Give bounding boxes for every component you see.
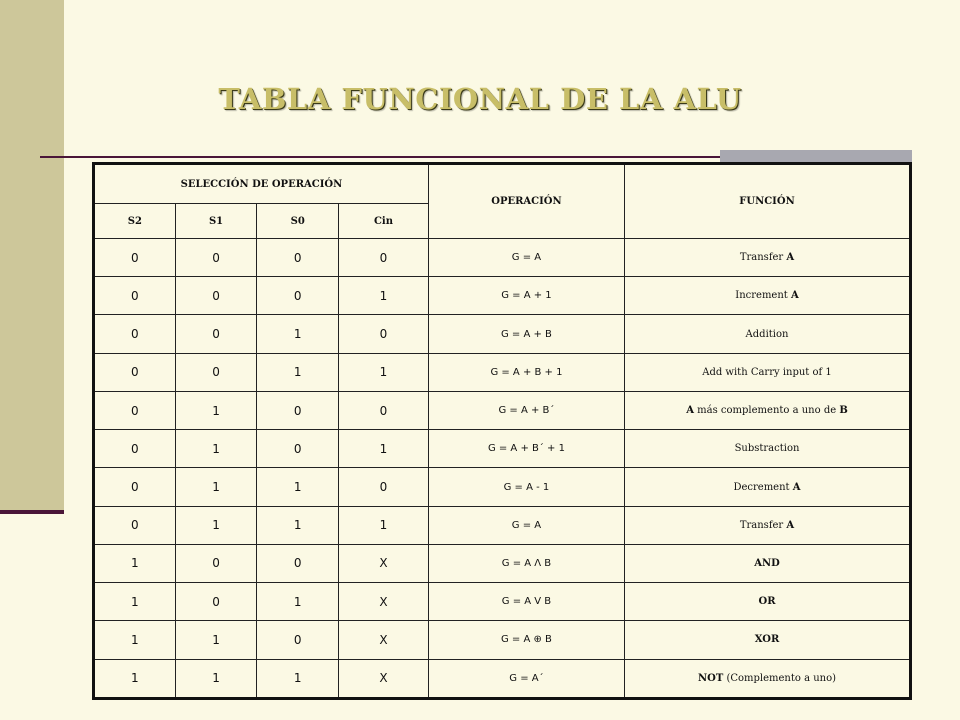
cell-s0: 1 [257, 468, 339, 506]
function-text-bold: A [790, 290, 799, 302]
cell-s0: 0 [257, 239, 339, 277]
cell-cin: 1 [339, 277, 429, 315]
cell-operation: G = A [428, 239, 624, 277]
function-text-bold: A [786, 519, 795, 531]
header-s1: S1 [175, 204, 257, 239]
function-text-pre: Transfer [739, 519, 787, 531]
cell-function [625, 583, 911, 621]
cell-s2: 0 [94, 430, 176, 468]
cell-function [625, 277, 911, 315]
cell-s1: 1 [175, 391, 257, 429]
table-row [94, 621, 911, 659]
table-row [94, 544, 911, 582]
cell-cin: X [339, 583, 429, 621]
function-text-bold: XOR [754, 634, 780, 646]
cell-cin: 0 [339, 315, 429, 353]
cell-s1: 0 [175, 239, 257, 277]
function-text-pre: Addition [745, 328, 789, 340]
cell-operation: G = A [428, 506, 624, 544]
cell-operation: G = A ⊕ B [428, 621, 624, 659]
cell-function [625, 544, 911, 582]
header-s2: S2 [94, 204, 176, 239]
table-row [94, 468, 911, 506]
cell-function [625, 353, 911, 391]
function-text-pre: Add with Carry input of 1 [702, 366, 832, 378]
cell-function [625, 430, 911, 468]
function-text-bold: AND [754, 557, 780, 569]
cell-function [625, 315, 911, 353]
header-function: FUNCIÓN [625, 164, 911, 239]
cell-function [625, 621, 911, 659]
cell-operation: G = A + 1 [428, 277, 624, 315]
cell-s2: 0 [94, 391, 176, 429]
header-cin: Cin [339, 204, 429, 239]
cell-s1: 1 [175, 506, 257, 544]
slide-title: TABLA FUNCIONAL DE LA ALU [218, 82, 742, 116]
table-row [94, 583, 911, 621]
table-row [94, 430, 911, 468]
function-text-pre: Decrement [733, 481, 793, 493]
cell-function [625, 659, 911, 698]
cell-s0: 0 [257, 621, 339, 659]
cell-cin: X [339, 659, 429, 698]
cell-s1: 1 [175, 659, 257, 698]
cell-cin: 1 [339, 430, 429, 468]
header-row-top [94, 164, 911, 204]
function-text-pre: Transfer [739, 252, 787, 264]
alu-function-table [92, 162, 912, 700]
cell-operation: G = A + B´ + 1 [428, 430, 624, 468]
cell-s0: 1 [257, 659, 339, 698]
cell-s1: 1 [175, 430, 257, 468]
function-text-bold: NOT [697, 672, 724, 684]
cell-s2: 0 [94, 468, 176, 506]
cell-operation: G = A Λ B [428, 544, 624, 582]
cell-s0: 1 [257, 506, 339, 544]
cell-function [625, 391, 911, 429]
cell-s2: 0 [94, 315, 176, 353]
cell-s1: 1 [175, 468, 257, 506]
cell-operation: G = A´ [428, 659, 624, 698]
cell-s1: 0 [175, 353, 257, 391]
cell-cin: 0 [339, 468, 429, 506]
cell-function [625, 506, 911, 544]
function-text-bold: A [686, 405, 694, 417]
header-operation: OPERACIÓN [428, 164, 624, 239]
function-text-pre: Substraction [734, 443, 800, 455]
cell-s2: 0 [94, 277, 176, 315]
cell-s0: 0 [257, 391, 339, 429]
cell-s1: 0 [175, 544, 257, 582]
cell-s2: 1 [94, 544, 176, 582]
cell-cin: 0 [339, 239, 429, 277]
table-row [94, 315, 911, 353]
table-row [94, 391, 911, 429]
cell-cin: X [339, 544, 429, 582]
cell-s0: 0 [257, 277, 339, 315]
header-operation-select: SELECCIÓN DE OPERACIÓN [94, 164, 429, 204]
cell-s2: 0 [94, 506, 176, 544]
cell-s2: 0 [94, 239, 176, 277]
function-text-bold: A [792, 481, 801, 493]
cell-operation: G = A + B + 1 [428, 353, 624, 391]
cell-s0: 0 [257, 430, 339, 468]
function-text-bold: A [786, 252, 795, 264]
function-text-bold: OR [758, 596, 776, 608]
cell-cin: X [339, 621, 429, 659]
function-text-pre: Increment [735, 290, 791, 302]
cell-s0: 1 [257, 583, 339, 621]
cell-cin: 0 [339, 391, 429, 429]
left-decor-line [0, 510, 64, 514]
cell-operation: G = A + B [428, 315, 624, 353]
cell-s2: 0 [94, 353, 176, 391]
cell-operation: G = A V B [428, 583, 624, 621]
cell-s1: 0 [175, 315, 257, 353]
left-decor-band [0, 0, 64, 510]
cell-s0: 1 [257, 315, 339, 353]
cell-s2: 1 [94, 583, 176, 621]
cell-s1: 0 [175, 277, 257, 315]
table-row [94, 506, 911, 544]
cell-s0: 0 [257, 544, 339, 582]
cell-s0: 1 [257, 353, 339, 391]
table-row [94, 659, 911, 698]
cell-s2: 1 [94, 621, 176, 659]
cell-function [625, 239, 911, 277]
cell-function [625, 468, 911, 506]
function-text-post: (Complemento a uno) [723, 672, 837, 684]
cell-cin: 1 [339, 353, 429, 391]
cell-s1: 1 [175, 621, 257, 659]
cell-s2: 1 [94, 659, 176, 698]
function-text-post: más complemento a uno de [693, 405, 840, 417]
cell-cin: 1 [339, 506, 429, 544]
header-s0: S0 [257, 204, 339, 239]
cell-s1: 0 [175, 583, 257, 621]
table-row [94, 239, 911, 277]
function-text-bold-2: B [839, 405, 848, 417]
table-row [94, 353, 911, 391]
table-row [94, 277, 911, 315]
cell-operation: G = A + B´ [428, 391, 624, 429]
cell-operation: G = A - 1 [428, 468, 624, 506]
